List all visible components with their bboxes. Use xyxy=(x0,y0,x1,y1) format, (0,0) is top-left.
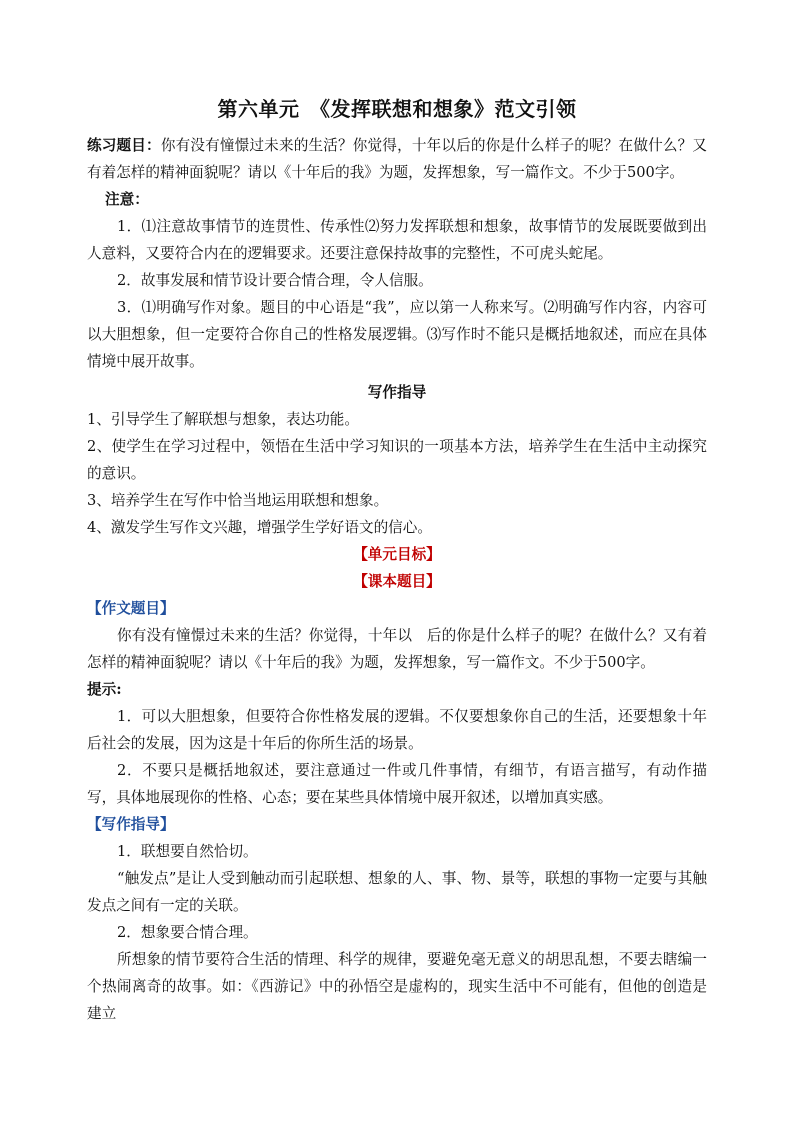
writing-guide-para-2: “触发点”是让人受到触动而引起联想、想象的人、事、物、景等，联想的事物一定要与其触发点之间有一定的关联。 xyxy=(87,870,707,914)
exercise-label: 练习题目： xyxy=(87,137,161,154)
document-page xyxy=(87,96,707,1027)
essay-topic-heading: 【作文题目】 xyxy=(87,600,175,617)
writing-guide-para-4: 所想象的情节要符合生活的情理、科学的规律，要避免毫无意义的胡思乱想，不要去瞎编一个热闹离奇的故事。如：《西游记》中的孙悟空是虚构的，现实生活中不可能有，但他的创造是建立 xyxy=(87,951,707,1022)
writing-guide-para-1: 1．联想要自然恰切。 xyxy=(117,843,258,860)
hints-heading: 提示: xyxy=(87,681,122,698)
guidance-item-4: 4、激发学生写作文兴趣，增强学生学好语文的信心。 xyxy=(87,519,432,536)
exercise-paragraph xyxy=(87,132,707,186)
guidance-item-2: 2、使学生在学习过程中，领悟在生活中学习知识的一项基本方法，培养学生在生活中主动探究的意识。 xyxy=(87,438,707,482)
hint-item-1: 1．可以大胆想象，但要符合你性格发展的逻辑。不仅要想象你自己的生活，还要想象十年后社会的发展，因为这是十年后的你所生活的场景。 xyxy=(87,708,707,752)
guidance-item-3: 3、培养学生在写作中恰当地运用联想和想象。 xyxy=(87,492,389,509)
page-title: 第六单元 《发挥联想和想象》范文引领 xyxy=(217,97,577,121)
writing-guide-para-3: 2．想象要合情合理。 xyxy=(117,924,258,941)
guidance-heading: 写作指导 xyxy=(367,384,427,401)
unit-goal-heading: 【单元目标】 xyxy=(353,546,441,563)
writing-guide-heading: 【写作指导】 xyxy=(87,816,175,833)
exercise-text: 你有没有憧憬过未来的生活？你觉得，十年以后的你是什么样子的呢？在做什么？又有着怎样的精神面貌呢？请以《十年后的我》为题，发挥想象，写一篇作文。不少于500字。 xyxy=(87,137,707,181)
textbook-topic-heading: 【课本题目】 xyxy=(353,573,441,590)
hint-item-2: 2．不要只是概括地叙述，要注意通过一件或几件事情，有细节，有语言描写，有动作描写，具体地展现你的性格、心态；要在某些具体情境中展开叙述，以增加真实感。 xyxy=(87,762,707,806)
essay-topic-text: 你有没有憧憬过未来的生活？你觉得，十年以 后的你是什么样子的呢？在做什么？又有着怎样的精神面貌呢？请以《十年后的我》为题，发挥想象，写一篇作文。不少于500字。 xyxy=(87,627,707,671)
note-item-2: 2．故事发展和情节设计要合情合理，令人信服。 xyxy=(117,272,433,289)
note-item-1: 1．⑴注意故事情节的连贯性、传承性⑵努力发挥联想和想象，故事情节的发展既要做到出人意料，又要符合内在的逻辑要求。还要注意保持故事的完整性，不可虎头蛇尾。 xyxy=(87,218,707,262)
notes-heading: 注意： xyxy=(105,191,149,208)
guidance-item-1: 1、引导学生了解联想与想象，表达功能。 xyxy=(87,411,359,428)
note-item-3: 3．⑴明确写作对象。题目的中心语是“我”，应以第一人称来写。⑵明确写作内容，内容可以大胆想象，但一定要符合你自己的性格发展逻辑。⑶写作时不能只是概括地叙述，而应在具体情境中展开故事。 xyxy=(87,299,707,370)
